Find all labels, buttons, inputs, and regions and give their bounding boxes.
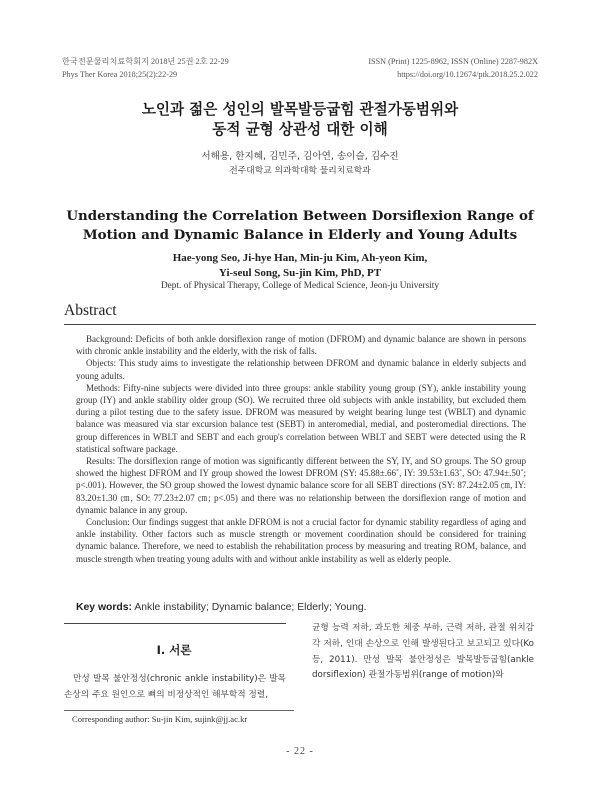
abstract-conclusion: Conclusion: Our findings suggest that ankle DFROM is not a crucial factor for dynamic stability regardless of aging and ankle instability. Other factors such as muscle strength or movement coordination should be considered for training dynamic balance. Therefore, we need to establish the rehabilitation process by measuring and treating ROM, balance, and muscle strength when treating young adults with and without ankle instability as well as elderly people. — [76, 517, 526, 564]
footnote-rule — [64, 710, 294, 711]
issn-line: ISSN (Print) 1225-8962, ISSN (Online) 2287-982X — [368, 57, 538, 66]
intro-right-column — [312, 621, 534, 684]
abstract-methods: Methods: Fifty-nine subjects were divided into three groups: ankle stability young group (SY), ankle instability young group (IY) and ankle stability older group (SO). We recruited three old subjects with ankle instability, but excluded them during a pilot testing due to the safety issue. DFROM was measured by weight bearing lunge test (WBLT) and dynamic balance was measured via star excursion balance test (SEBT) in anteromedial, medial, and posteromedial directions. The group differences in WBLT and SEBT and each group's correlation between WBLT and SEBT were detected using the R statistical software package. — [76, 382, 526, 454]
english-affiliation: Dept. of Physical Therapy, College of Medical Science, Jeon-ju University — [160, 281, 440, 291]
abstract-body — [76, 333, 526, 565]
section-heading-introduction: Ⅰ. 서론 — [156, 643, 192, 657]
korean-affiliation: 전주대학교 의과학대학 물리치료학과 — [229, 166, 371, 176]
english-title — [0, 207, 600, 245]
abstract-background: Background: Deficits of both ankle dorsiflexion range of motion (DFROM) and dynamic balance are shown in persons with chronic ankle instability and the elderly, with the risk of falls. — [76, 334, 526, 357]
keywords-text: Ankle instability; Dynamic balance; Elderly; Young. — [134, 602, 367, 613]
journal-english-citation: Phys Ther Korea 2018;25(2):22-29 — [62, 70, 178, 79]
english-authors — [0, 251, 600, 281]
english-title-line2: Motion and Dynamic Balance in Elderly and Young Adults — [82, 227, 518, 243]
english-authors-line2: Yi-seul Song, Su-jin Kim, PhD, PT — [218, 267, 382, 279]
abstract-results: Results: The dorsiflexion range of motion was significantly different between the SY, IY, and SO groups. The SO group showed the highest DFROM and IY group showed the lowest DFROM (SY: 45.88±.66˚, IY: 39.53±1.63˚, SO: 47.94±.50˚; p<.001). However, the SO group showed the lowest dynamic balance score for all SEBT directions (SY: 87.24±2.05 ㎝, IY: 83.20±1.30 ㎝, SO: 77.23±2.07 ㎝; p<.05) and there was no relationship between the dorsiflexion range of motion and dynamic balance in any group. — [76, 456, 526, 515]
korean-title-line2: 동적 균형 상관성 대한 이해 — [212, 121, 388, 138]
keywords — [76, 602, 367, 613]
keywords-bottom-rule — [64, 623, 286, 624]
intro-left-column — [64, 671, 286, 704]
abstract-top-rule — [64, 324, 536, 325]
journal-korean-citation: 한국전문물리치료학회지 2018년 25권 2호 22-29 — [62, 57, 229, 66]
corresponding-author-footnote: Corresponding author: Su-jin Kim, sujink@jj.ac.kr — [72, 714, 248, 724]
page-number: - 22 - — [286, 746, 314, 757]
abstract-heading: Abstract — [64, 302, 117, 319]
english-authors-line1: Hae-yong Seo, Ji-hye Han, Min-ju Kim, Ah-yeon Kim, — [172, 252, 428, 264]
korean-authors: 서해용, 한지혜, 김민주, 김아연, 송이슬, 김수진 — [201, 151, 399, 162]
intro-left-paragraph: 만성 발목 불안정성(chronic ankle instability)은 발목 손상의 주요 원인으로 뼈의 비정상적인 해부학적 정렬, — [64, 674, 286, 701]
korean-title — [0, 100, 600, 140]
abstract-objects: Objects: This study aims to investigate the relationship between DFROM and dynamic balance in elderly subjects and young adults. — [76, 358, 526, 381]
english-title-line1: Understanding the Correlation Between Dorsiflexion Range of — [66, 208, 534, 224]
keywords-label: Key words: — [76, 602, 133, 613]
doi-link[interactable]: https://doi.org/10.12674/ptk.2018.25.2.022 — [397, 70, 538, 79]
intro-right-paragraph: 균형 능력 저하, 과도한 체중 부하, 근력 저하, 관절 위치감각 저하, 인대 손상으로 인해 발생된다고 보고되고 있다(Ko 등, 2011). 만성 발목 불안정성은 발목발등굽힘(ankle dorsiflexion) 관절가동범위(range of motion)와 — [312, 623, 534, 681]
korean-title-line1: 노인과 젊은 성인의 발목발등굽힘 관절가동범위와 — [141, 101, 459, 118]
